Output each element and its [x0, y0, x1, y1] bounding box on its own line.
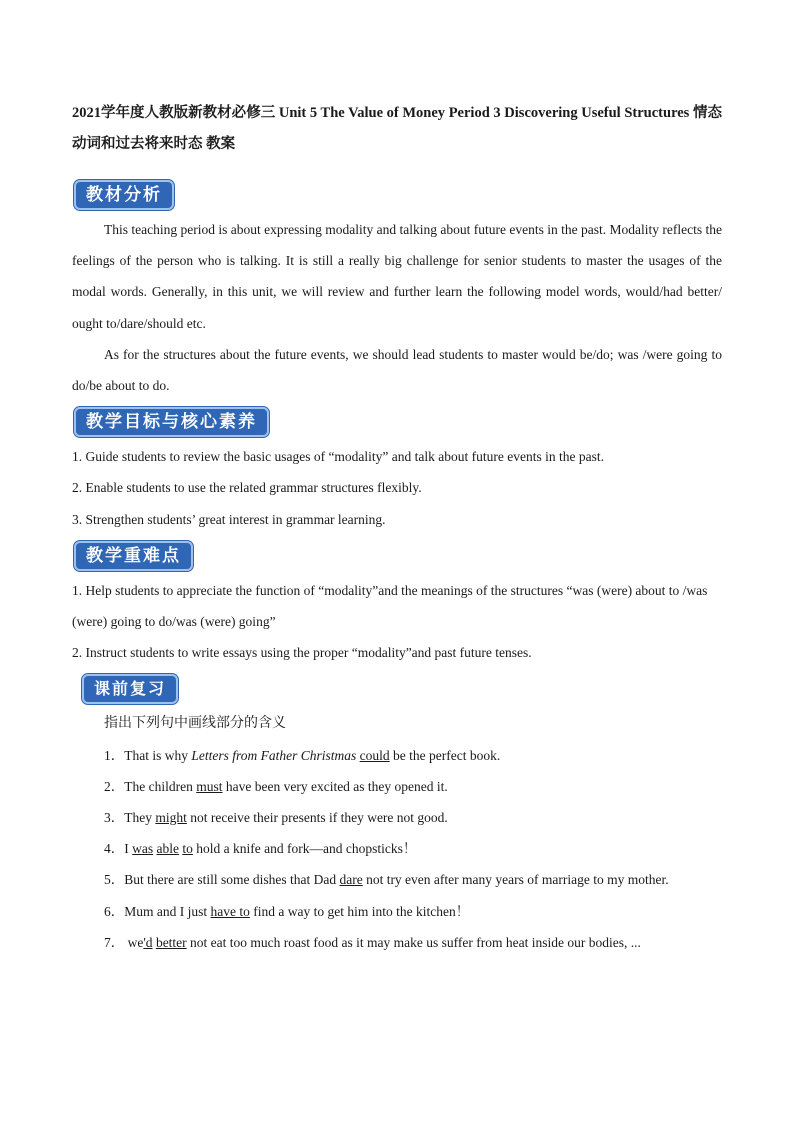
list-item: 2. Enable students to use the related grammar structures flexibly. — [72, 480, 422, 496]
underlined-term: dare — [339, 872, 363, 888]
section-analysis-header — [74, 180, 722, 210]
underlined-term: to — [182, 841, 193, 857]
underlined-term: might — [155, 810, 187, 826]
section-keypoints-header — [74, 541, 722, 571]
section-badge-analysis: 教材分析 — [74, 180, 174, 210]
list-item: 1. Help students to appreciate the function of “modality”and the meanings of the structures “was (were) about to /was (were) going to do/was (were) going” — [72, 582, 708, 630]
section-badge-objectives: 教学目标与核心素养 — [74, 407, 269, 437]
list-item: 3. Strengthen students’ great interest in grammar learning. — [72, 511, 386, 527]
list-item: 2. Instruct students to write essays using the proper “modality”and past future tenses. — [72, 645, 532, 661]
review-question-4: 4．I was able to hold a knife and fork—and chopsticks！ — [104, 841, 417, 857]
review-question-6: 6．Mum and I just have to find a way to get him into the kitchen！ — [104, 903, 470, 919]
document-page — [72, 98, 722, 958]
underlined-term: was — [132, 841, 154, 857]
section-badge-review: 课前复习 — [82, 674, 178, 704]
review-question-5: 5．But there are still some dishes that Dad dare not try even after many years of marriage to my mother. — [104, 872, 669, 888]
keypoints-list — [72, 575, 722, 669]
review-question-1: 1．That is why Letters from Father Christmas could be the perfect book. — [104, 747, 501, 763]
underlined-term: must — [196, 778, 223, 794]
analysis-paragraph-1: This teaching period is about expressing modality and talking about future events in the past. Modality reflects the feelings of the person who is talking. It is still a really big challenge for senior students to master the usages of the modal words. Generally, in this unit, we will review and further learn the following model words, would/had better/ ought to/dare/should etc. — [72, 222, 722, 331]
underlined-term: able — [156, 841, 179, 857]
section-review-header — [82, 674, 722, 704]
objectives-list — [72, 441, 722, 535]
section-badge-keypoints: 教学重难点 — [74, 541, 193, 571]
section-objectives-header — [74, 407, 722, 437]
underlined-term: 'd — [143, 934, 153, 950]
analysis-paragraph-2: As for the structures about the future events, we should lead students to master would be/do; was /were going to do/be about to do. — [72, 346, 722, 394]
underlined-term: better — [155, 934, 187, 950]
list-item: 1. Guide students to review the basic usages of “modality” and talk about future events in the past. — [72, 449, 604, 465]
review-question-3: 3．They might not receive their presents if they were not good. — [104, 810, 448, 826]
review-question-7: 7． we'd better not eat too much roast food as it may make us suffer from heat inside our bodies, ... — [104, 934, 641, 950]
document-title: 2021学年度人教版新教材必修三 Unit 5 The Value of Money Period 3 Discovering Useful Structures 情态动词和过去将来时态 教案 — [72, 105, 722, 152]
review-question-2: 2．The children must have been very excited as they opened it. — [104, 778, 448, 794]
review-instruction: 指出下列句中画线部分的含义 — [104, 715, 286, 732]
underlined-term: could — [359, 747, 390, 763]
underlined-term: have to — [210, 903, 250, 919]
